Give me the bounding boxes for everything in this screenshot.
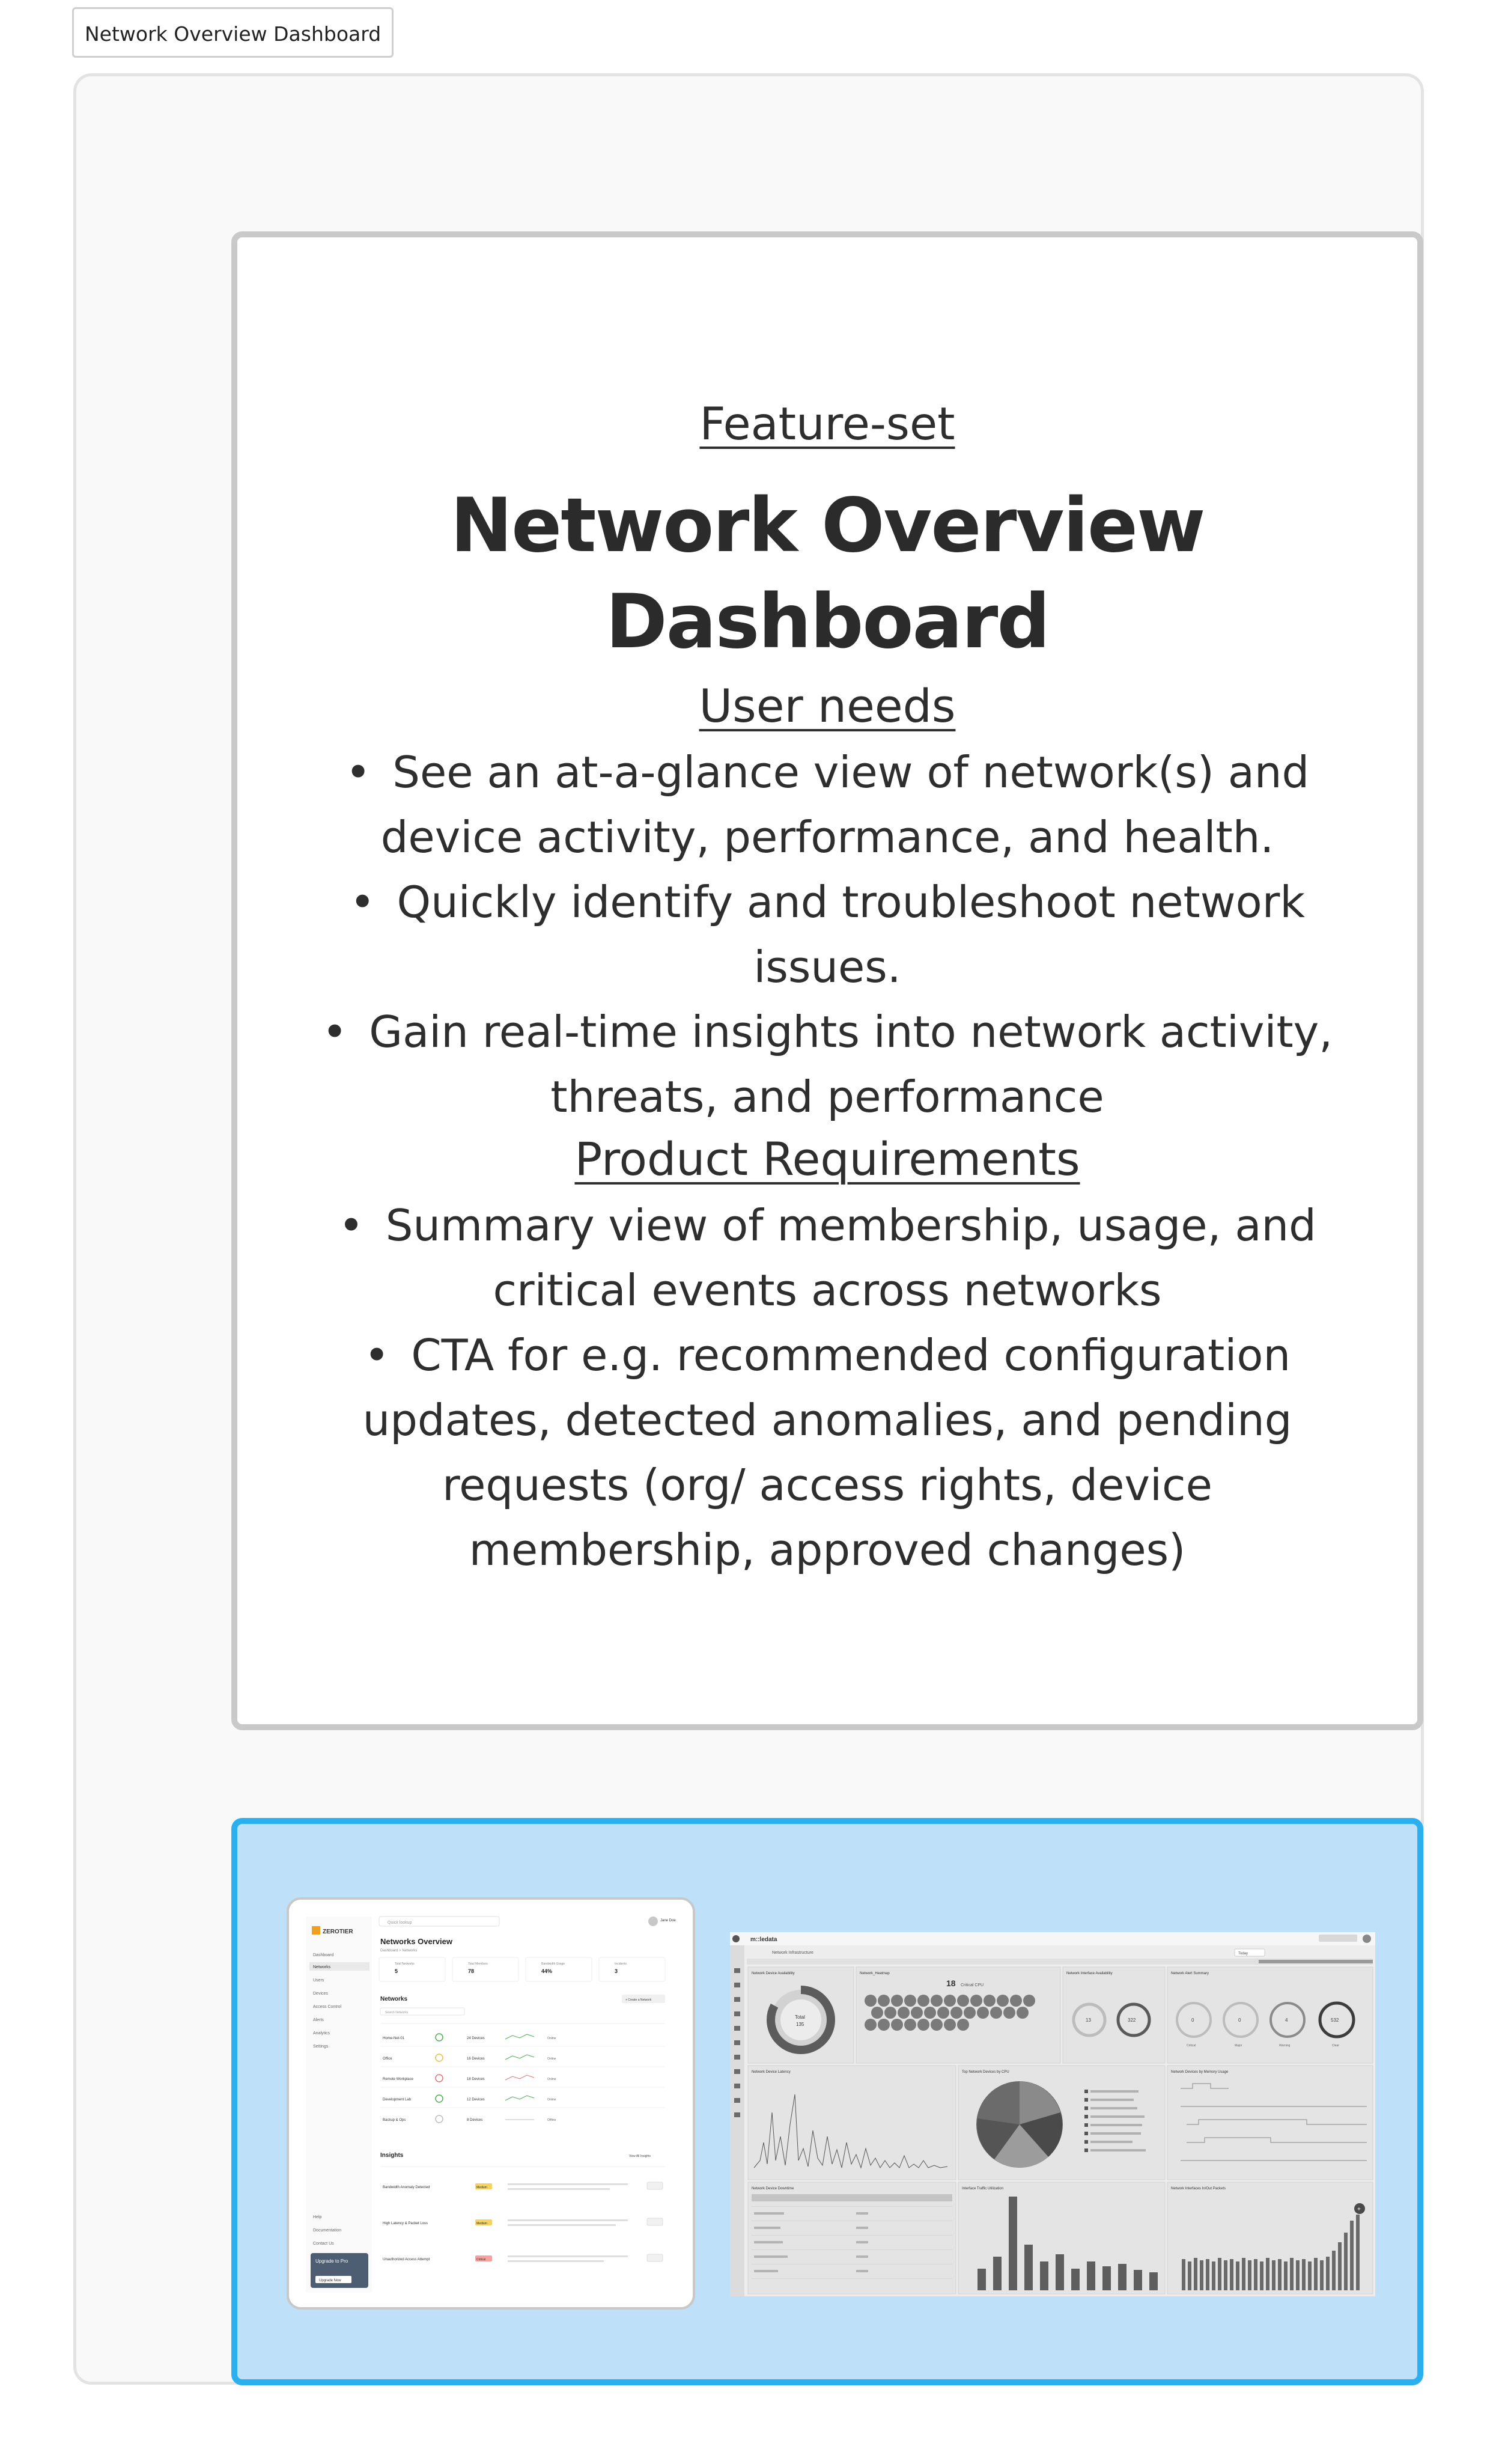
list-item: • See an at-a-glance view of network(s) and device activity, performance, and health. [321,740,1333,870]
svg-text:18 Devices: 18 Devices [467,2078,485,2081]
page-title: Network Overview Dashboard [450,483,1205,665]
svg-text:13: 13 [1086,2017,1091,2023]
svg-text:Offline: Offline [547,2118,556,2122]
requirements-heading: Product Requirements [574,1132,1080,1186]
requirements-list [321,1193,1333,1582]
svg-text:Documentation: Documentation [313,2228,342,2233]
svg-text:Network Device Latency: Network Device Latency [752,2070,791,2074]
svg-text:Help: Help [313,2215,322,2219]
interface-availability-panel [1063,1967,1165,2063]
svg-text:Bandwidth Usage: Bandwidth Usage [541,1962,565,1966]
svg-text:24 Devices: 24 Devices [467,2037,485,2040]
svg-text:Development Lab: Development Lab [383,2098,412,2102]
svg-text:Today: Today [1238,1952,1248,1956]
svg-text:Networks Overview: Networks Overview [380,1937,452,1946]
svg-text:Office: Office [383,2057,392,2061]
svg-text:Networks: Networks [380,1996,408,2002]
svg-text:0: 0 [1238,2017,1241,2023]
svg-text:Settings: Settings [313,2045,329,2049]
feature-card [231,231,1423,1730]
svg-text:Medium: Medium [476,2222,487,2225]
svg-text:Upgrade to Pro: Upgrade to Pro [315,2258,348,2264]
traffic-panel [958,2182,1165,2294]
svg-text:Network Interface Availability: Network Interface Availability [1066,1972,1113,1975]
svg-text:Critical: Critical [1187,2044,1196,2048]
svg-text:+: + [1357,2206,1361,2213]
title-tab[interactable]: Network Overview Dashboard [72,7,394,58]
list-item: • CTA for e.g. recommended configuration updates, detected anomalies, and pending requests (org/ access rights, device membership, approved changes) [321,1323,1333,1582]
svg-text:Unauthorized Access Attempt: Unauthorized Access Attempt [383,2258,430,2261]
alert-summary-panel [1167,1967,1373,2063]
svg-text:Total Members: Total Members [468,1962,488,1966]
svg-text:Access Control: Access Control [313,2005,342,2009]
svg-text:Online: Online [547,2098,556,2102]
slide-frame [73,73,1424,2385]
avatar[interactable] [1363,1935,1371,1943]
toolbar-button[interactable] [1319,1935,1357,1942]
list-item: • Summary view of membership, usage, and critical events across networks [321,1193,1333,1323]
svg-text:Remote Workplace: Remote Workplace [383,2078,413,2081]
svg-text:5: 5 [395,1968,398,1974]
svg-text:Total: Total [795,2014,805,2020]
svg-text:Network Interfaces In/Out Pack: Network Interfaces In/Out Packets [1171,2187,1226,2191]
svg-text:Alerts: Alerts [313,2018,324,2022]
svg-text:3: 3 [615,1968,618,1974]
svg-text:Major: Major [1235,2044,1242,2048]
svg-text:Critical: Critical [476,2258,486,2261]
svg-text:Contact Us: Contact Us [313,2242,334,2246]
svg-text:Networks: Networks [313,1965,331,1969]
svg-text:16 Devices: 16 Devices [467,2057,485,2061]
svg-text:Quick lookup: Quick lookup [388,1921,412,1925]
svg-text:Search Networks: Search Networks [385,2011,409,2014]
svg-text:Backup & Ops: Backup & Ops [383,2118,406,2122]
svg-text:322: 322 [1128,2017,1136,2023]
svg-text:Network Alert Summary: Network Alert Summary [1171,1972,1209,1975]
svg-text:4: 4 [1285,2017,1288,2023]
svg-text:Medium: Medium [476,2186,487,2189]
feature-kicker: Feature-set [699,397,955,450]
svg-text:Dashboard: Dashboard [313,1953,334,1957]
svg-text:44%: 44% [541,1968,553,1974]
list-item: • Gain real-time insights into network activity, threats, and performance [321,999,1333,1129]
svg-text:View All Insights: View All Insights [629,2154,651,2158]
svg-text:18: 18 [946,1978,956,1988]
cpu-panel [958,2066,1165,2180]
latency-panel [748,2066,956,2180]
svg-text:78: 78 [468,1968,475,1974]
packets-panel [1167,2182,1373,2294]
svg-text:Jane Doe: Jane Doe [660,1919,676,1923]
heatmap-panel [856,1967,1060,2063]
svg-text:Online: Online [547,2078,556,2081]
memory-panel [1167,2066,1373,2180]
user-needs-heading: User needs [699,679,956,733]
screenshots-card [231,1818,1423,2385]
availability-panel [748,1967,854,2063]
svg-text:Online: Online [547,2057,556,2061]
svg-text:Network Device Downtime: Network Device Downtime [752,2187,794,2191]
svg-text:Clear: Clear [1332,2044,1339,2048]
svg-text:Warning: Warning [1279,2044,1291,2048]
svg-text:135: 135 [796,2022,804,2027]
user-needs-list [321,740,1333,1129]
svg-text:Total Networks: Total Networks [395,1962,415,1966]
svg-text:0: 0 [1191,2017,1194,2023]
svg-text:Bandwidth Anomaly Detected: Bandwidth Anomaly Detected [383,2186,430,2189]
svg-text:Insights: Insights [380,2152,404,2159]
svg-text:+ Create a Network: + Create a Network [625,1998,652,2002]
svg-text:Network_Heatmap: Network_Heatmap [860,1972,890,1975]
downtime-panel [748,2182,956,2294]
svg-text:Incidents: Incidents [615,1962,627,1966]
svg-text:12 Devices: 12 Devices [467,2098,485,2102]
list-item: • Quickly identify and troubleshoot network issues. [321,870,1333,999]
monitoring-logo-icon [732,1935,740,1942]
svg-text:Analytics: Analytics [313,2031,330,2036]
avatar[interactable] [648,1917,658,1926]
zerotier-dashboard-thumbnail[interactable] [287,1897,695,2310]
svg-text:Devices: Devices [313,1992,328,1996]
svg-text:Users: Users [313,1978,324,1983]
svg-text:8 Devices: 8 Devices [467,2118,483,2122]
svg-text:ZEROTIER: ZEROTIER [323,1929,353,1935]
svg-text:Dashboard > Networks: Dashboard > Networks [380,1949,418,1953]
zerotier-logo-icon [312,1926,320,1935]
svg-text:Network Device Availability: Network Device Availability [752,1972,795,1975]
svg-text:532: 532 [1331,2017,1339,2023]
svg-text:Critical CPU: Critical CPU [961,1983,984,1987]
svg-text:Network Infrastructure: Network Infrastructure [772,1951,813,1955]
svg-text:Interface Traffic Utilization: Interface Traffic Utilization [962,2187,1003,2191]
svg-text:Network Devices by Memory Usag: Network Devices by Memory Usage [1171,2070,1229,2074]
svg-text:Upgrade Now: Upgrade Now [319,2279,341,2283]
svg-text:Home-Net-01: Home-Net-01 [383,2037,405,2040]
svg-text:High Latency & Packet Loss: High Latency & Packet Loss [383,2222,428,2225]
svg-text:Top Network Devices by CPU: Top Network Devices by CPU [962,2070,1009,2074]
monitoring-dashboard-thumbnail[interactable] [730,1932,1375,2296]
svg-text:m::ledata: m::ledata [750,1936,777,1943]
svg-text:Online: Online [547,2037,556,2040]
